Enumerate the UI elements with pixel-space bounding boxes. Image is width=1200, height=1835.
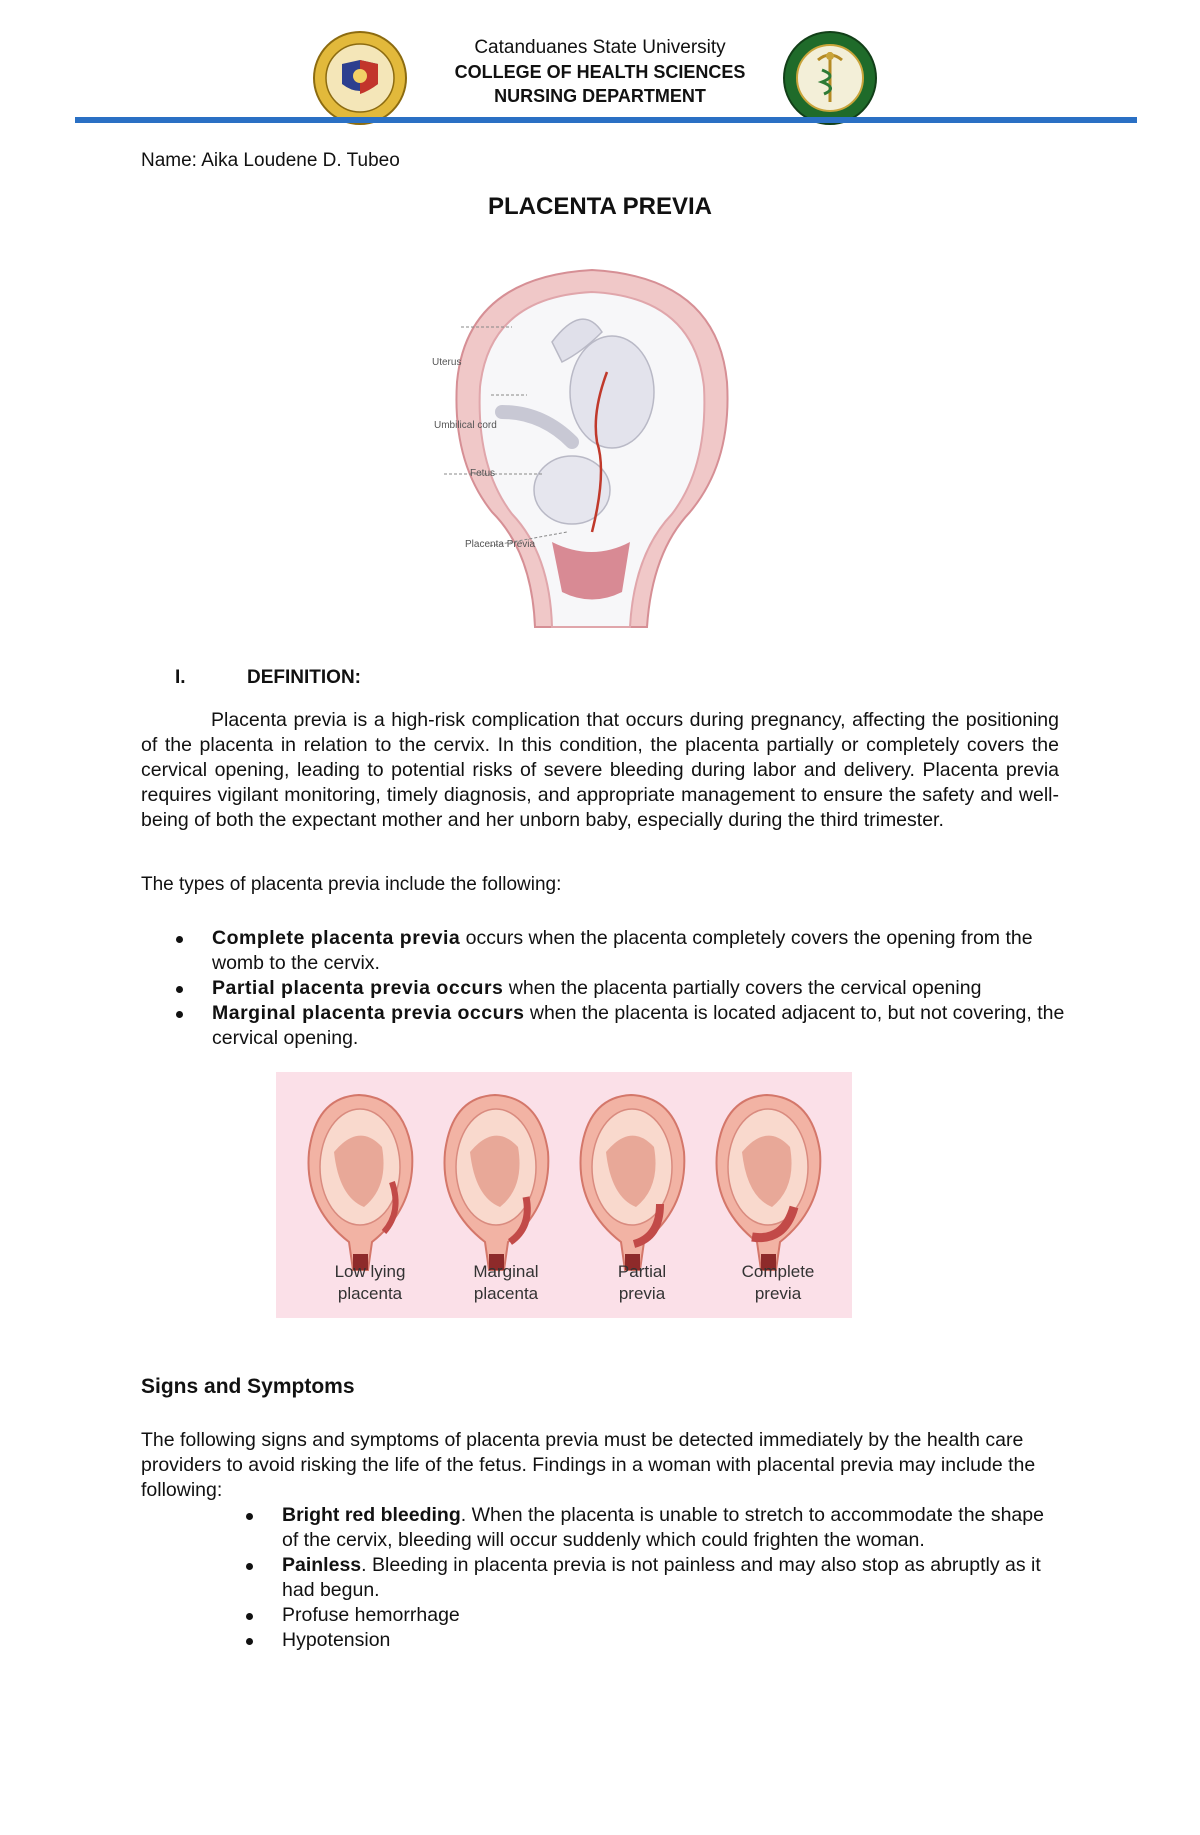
student-name: Name: Aika Loudene D. Tubeo — [141, 150, 400, 171]
label-placenta-previa: Placenta Previa — [465, 539, 536, 550]
caption-complete — [713, 1261, 843, 1305]
bullet-icon — [176, 986, 183, 993]
type-term: Complete placenta previa — [212, 927, 461, 949]
bullet-icon — [246, 1563, 253, 1570]
type-description: occurs when the placenta completely covers the opening from the womb to the cervix. — [212, 927, 1033, 974]
college-seal-logo — [782, 30, 878, 126]
type-description: when the placenta partially covers the cervical opening — [503, 977, 982, 999]
caption-partial — [577, 1261, 707, 1305]
university-seal-logo — [312, 30, 408, 126]
definition-paragraph: Placenta previa is a high-risk complication that occurs during pregnancy, affecting the positioning of the placenta in relation to the cervix. In this condition, the placenta partially or completely covers the cervical opening, leading to potential risks of severe bleeding during labor and delivery. Placenta previa requires vigilant monitoring, timely diagnosis, and appropriate management to ensure the safety and well-being of both the expectant mother and her unborn baby, especially during the third trimester. — [141, 709, 1059, 831]
sign-term: Bright red bleeding — [282, 1504, 461, 1526]
uterus-diagram — [432, 262, 762, 632]
caption-line: placenta — [337, 1284, 403, 1303]
college-name: COLLEGE OF HEALTH SCIENCES — [454, 62, 746, 82]
section-numeral: I. — [175, 667, 186, 688]
uterus-complete — [717, 1095, 821, 1270]
sign-description: Hypotension — [282, 1629, 391, 1651]
label-uterus: Uterus — [432, 357, 462, 368]
type-term: Partial placenta previa occurs — [212, 977, 504, 999]
bullet-icon — [176, 936, 183, 943]
list-item — [212, 1001, 1082, 1051]
header-divider — [75, 117, 1137, 123]
bullet-icon — [246, 1613, 253, 1620]
document-header — [0, 30, 1200, 130]
bullet-icon — [246, 1513, 253, 1520]
uterus-partial — [581, 1095, 685, 1270]
caption-low-lying — [305, 1261, 435, 1305]
caption-line: Complete — [741, 1262, 815, 1281]
caption-line: Marginal — [473, 1262, 539, 1281]
types-list — [212, 926, 1082, 1051]
types-intro: The types of placenta previa include the following: — [141, 874, 562, 895]
list-item — [282, 1553, 1062, 1603]
signs-intro: The following signs and symptoms of placenta previa must be detected immediately by the health care providers to avoid risking the life of the fetus. Findings in a woman with placental previa may include the following: — [141, 1429, 1036, 1501]
placenta-types-figure — [276, 1072, 852, 1318]
sign-description: . When the placenta is unable to stretch to accommodate the shape of the cervix, bleeding will occur suddenly which could frighten the woman. — [282, 1504, 1044, 1551]
caption-line: previa — [754, 1284, 802, 1303]
signs-heading: Signs and Symptoms — [141, 1375, 355, 1398]
label-fetus: Fetus — [470, 468, 496, 479]
list-item — [212, 976, 1082, 1001]
list-item — [282, 1603, 1062, 1628]
list-item — [282, 1628, 1062, 1653]
signs-list — [282, 1503, 1062, 1653]
section-definition-heading — [175, 667, 361, 689]
list-item — [282, 1503, 1062, 1553]
list-item — [212, 926, 1082, 976]
uterus-low-lying — [309, 1095, 413, 1270]
sign-term: Painless — [282, 1554, 362, 1576]
sign-description: . Bleeding in placenta previa is not painless and may also stop as abruptly as it had begun. — [282, 1554, 1041, 1601]
caption-line: placenta — [473, 1284, 539, 1303]
label-umbilical-cord: Umbilical cord — [434, 420, 497, 431]
caption-line: previa — [618, 1284, 666, 1303]
page-title: PLACENTA PREVIA — [487, 193, 712, 220]
bullet-icon — [176, 1011, 183, 1018]
caption-line: Low lying — [334, 1262, 406, 1281]
department-name: NURSING DEPARTMENT — [494, 86, 706, 106]
uterus-marginal — [445, 1095, 549, 1270]
type-description: when the placenta is located adjacent to, but not covering, the cervical opening. — [212, 1002, 1065, 1049]
type-term: Marginal placenta previa occurs — [212, 1002, 525, 1024]
caption-marginal — [441, 1261, 571, 1305]
sign-description: Profuse hemorrhage — [282, 1604, 460, 1626]
section-heading: DEFINITION: — [247, 667, 361, 688]
bullet-icon — [246, 1638, 253, 1645]
caption-line: Partial — [617, 1262, 667, 1281]
university-name: Catanduanes State University — [474, 37, 726, 58]
